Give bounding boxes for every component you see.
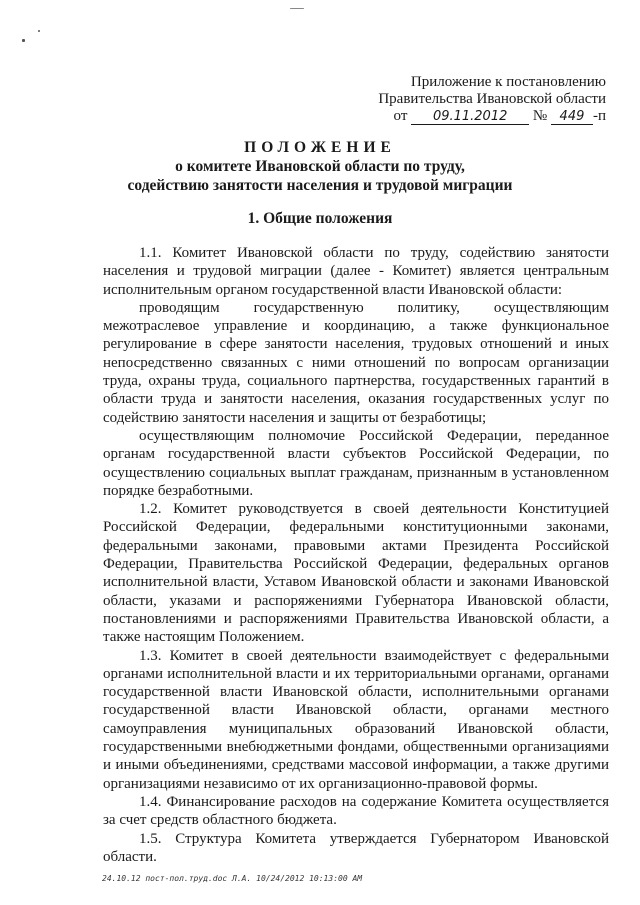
paragraph-1-1-a: проводящим государственную политику, осуществляющим межотраслевое управление и координацию, а также функциональное регулирование в сфере занятости населения, трудовых отношений и иных непосредственно связанных с ними отношений по вопросам организации труда, охраны труда, социального партнерства, государственных гарантий в области труда и занятости населения, оказания государственных услуг по содействию занятости населения и защиты от безработицы; [103, 299, 609, 426]
paragraph-1-5: 1.5. Структура Комитета утверждается Губернатором Ивановской области. [103, 830, 609, 865]
handwritten-date: 09.11.2012 [411, 110, 529, 125]
body-text [103, 244, 609, 866]
scan-mark [38, 30, 40, 32]
number-suffix: -п [592, 108, 606, 124]
title-main: ПОЛОЖЕНИЕ [244, 139, 396, 156]
number-label: № [532, 108, 548, 124]
scan-mark [290, 8, 304, 9]
attachment-date-number-line [346, 108, 606, 125]
attachment-line-2: Правительства Ивановской области [378, 91, 606, 107]
paragraph-1-4: 1.4. Финансирование расходов на содержание Комитета осуществляется за счет средств областного бюджета. [103, 793, 609, 829]
file-footer: 24.10.12 пост-пол.труд.doc Л.А. 10/24/2012 10:13:00 AM [102, 874, 363, 883]
from-label: от [393, 108, 408, 124]
title-line-2: о комитете Ивановской области по труду, [175, 158, 465, 175]
handwritten-number: 449 [551, 110, 593, 125]
title-line-3: содействию занятости населения и трудовой миграции [127, 177, 513, 194]
paragraph-1-1: 1.1. Комитет Ивановской области по труду, содействию занятости населения и трудовой миграции (далее - Комитет) является центральным исполнительным органом государственной власти Ивановской области: [103, 245, 609, 298]
attachment-header [346, 74, 606, 125]
paragraph-1-1-b: осуществляющим полномочие Российской Федерации, переданное органам государственной власти субъектов Российской Федерации, по осуществлению социальных выплат гражданам, признанным в установленном порядке безработными. [103, 427, 609, 499]
scan-mark [22, 39, 25, 42]
document-title [0, 138, 640, 195]
paragraph-1-2: 1.2. Комитет руководствуется в своей деятельности Конституцией Российской Федерации, федеральными конституционными законами, федеральными законами, правовыми актами Президента Российской Федерации, Правительства Российской Федерации, федеральных органов исполнительной власти, Уставом Ивановской области и законами Ивановской области, указами и распоряжениями Губернатора Ивановской области, постановлениями и распоряжениями Правительства Ивановской области, а также настоящим Положением. [103, 501, 609, 646]
paragraph-1-3: 1.3. Комитет в своей деятельности взаимодействует с федеральными органами исполнительной власти и их территориальными органами, органами государственной власти Ивановской области, исполнительными органами государственной власти Ивановской области, органами местного самоуправления муниципальных образований Ивановской области, государственными внебюджетными фондами, общественными организациями и иными объединениями, средствами массовой информации, а также другими организациями независимо от их организационно-правовой формы. [103, 647, 609, 792]
attachment-line-1: Приложение к постановлению [410, 74, 606, 90]
section-heading: 1. Общие положения [247, 210, 393, 227]
